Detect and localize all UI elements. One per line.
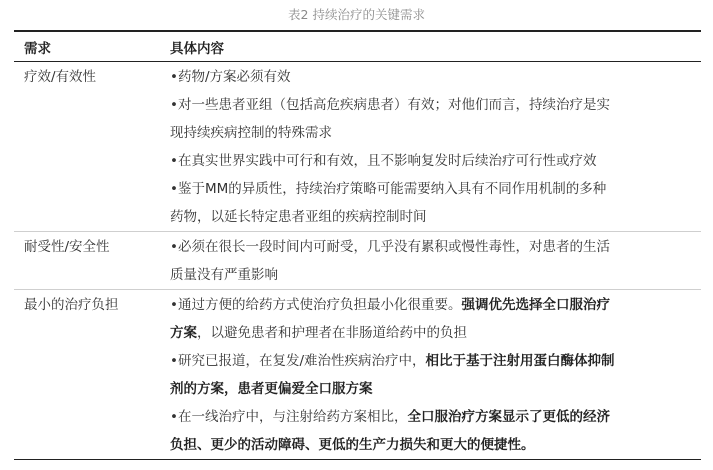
text-segment: •药物/方案必须有效 <box>170 69 291 85</box>
bold-text: 强调优先选择全口服治疗 <box>461 297 610 313</box>
need-cell: 最小的治疗负担 <box>24 297 119 313</box>
text-segment: ，以避免患者和护理者在非肠道给药中的负担 <box>197 325 467 341</box>
content-line <box>170 147 689 175</box>
bold-text: 相比于基于注射用蛋白酶体抑制 <box>425 353 615 369</box>
table-caption: 表2 持续治疗的关键需求 <box>288 7 425 22</box>
text-segment: •鉴于MM的异质性，持续治疗策略可能需要纳入具有不同作用机制的多种 <box>170 181 607 197</box>
table-row <box>14 62 701 232</box>
text-segment: •在真实世界实践中可行和有效，且不影响复发时后续治疗可行性或疗效 <box>170 153 597 169</box>
table-header-row <box>14 30 701 62</box>
content-line <box>170 261 689 289</box>
content-line <box>170 319 689 347</box>
content-line <box>170 291 689 319</box>
content-cell <box>160 232 701 289</box>
text-segment: •在一线治疗中，与注射给药方案相比， <box>170 409 408 425</box>
text-segment: 现持续疾病控制的特殊需求 <box>170 125 332 141</box>
content-line <box>170 233 689 261</box>
header-need: 需求 <box>24 40 51 57</box>
content-line <box>170 203 689 231</box>
bold-text: 负担、更少的活动障碍、更低的生产力损失和更大的便捷性。 <box>170 437 535 453</box>
bold-text: 剂的方案，患者更偏爱全口服方案 <box>170 381 373 397</box>
text-segment: •通过方便的给药方式使治疗负担最小化很重要。 <box>170 297 462 313</box>
content-cell <box>160 62 701 231</box>
text-segment: 药物，以延长特定患者亚组的疾病控制时间 <box>170 209 427 225</box>
table-body <box>14 62 701 460</box>
content-line <box>170 119 689 147</box>
table-row <box>14 232 701 290</box>
content-line <box>170 375 689 403</box>
text-segment: •研究已报道，在复发/难治性疾病治疗中， <box>170 353 426 369</box>
content-line <box>170 91 689 119</box>
need-cell: 疗效/有效性 <box>24 69 97 85</box>
text-segment: •对一些患者亚组（包括高危疾病患者）有效；对他们而言，持续治疗是实 <box>170 97 610 113</box>
bold-text: 全口服治疗方案显示了更低的经济 <box>407 409 610 425</box>
content-line <box>170 347 689 375</box>
content-line <box>170 431 689 459</box>
content-line <box>170 175 689 203</box>
text-segment: 质量没有严重影响 <box>170 267 278 283</box>
table-row <box>14 290 701 460</box>
content-line <box>170 63 689 91</box>
content-cell <box>160 290 701 459</box>
bold-text: 方案 <box>170 325 197 341</box>
need-cell: 耐受性/安全性 <box>24 239 110 255</box>
text-segment: •必须在很长一段时间内可耐受，几乎没有累积或慢性毒性，对患者的生活 <box>170 239 610 255</box>
header-content: 具体内容 <box>170 40 224 57</box>
key-needs-table <box>14 30 701 460</box>
content-line <box>170 403 689 431</box>
